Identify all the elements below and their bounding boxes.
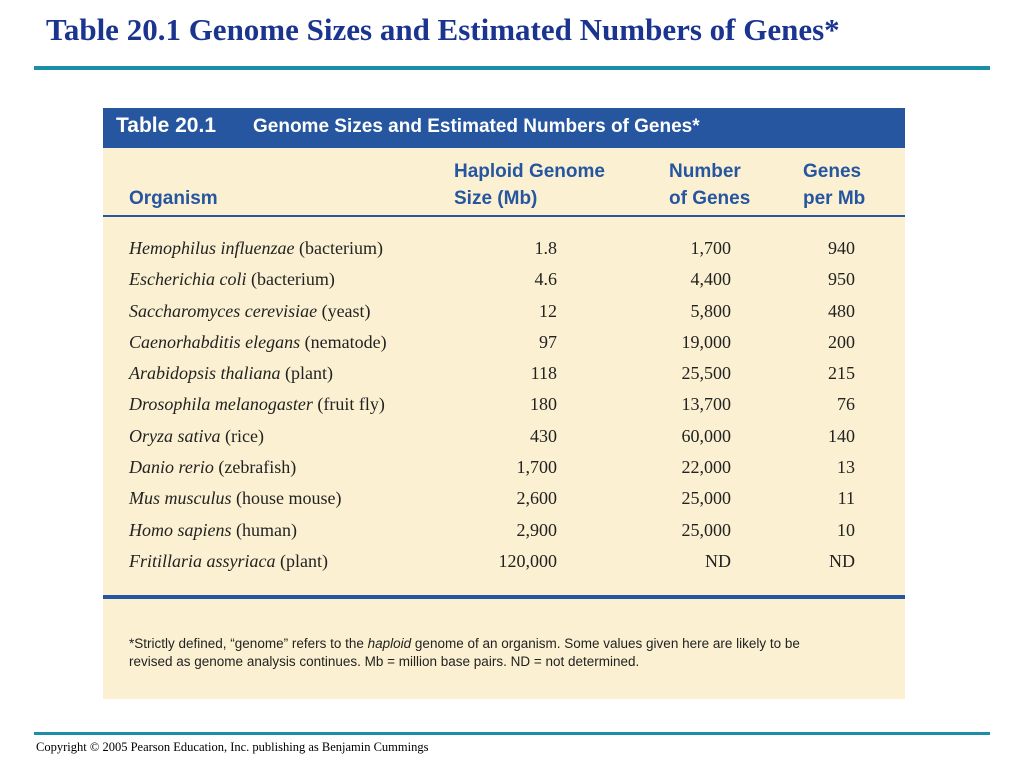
organism-cell <box>129 363 333 384</box>
footer-divider <box>103 595 905 599</box>
species-name: Saccharomyces cerevisiae <box>129 300 318 321</box>
table-row <box>103 265 905 296</box>
footer-rule <box>34 732 990 735</box>
col-header-genome-size <box>454 158 605 212</box>
table-row <box>103 359 905 390</box>
footnote-italic: haploid <box>367 636 412 651</box>
organism-cell <box>129 394 385 415</box>
organism-cell <box>129 488 341 509</box>
common-name: (yeast) <box>321 300 371 321</box>
genome-size-cell: 120,000 <box>498 550 557 571</box>
number-of-genes-cell: 22,000 <box>681 457 731 478</box>
number-of-genes-cell: 25,000 <box>681 519 731 540</box>
slide-title: Table 20.1 Genome Sizes and Estimated Numbers of Genes* <box>46 12 840 47</box>
genes-per-mb-cell: 215 <box>828 363 855 384</box>
species-name: Caenorhabditis elegans <box>129 331 301 352</box>
genes-per-mb-cell: 10 <box>837 519 855 540</box>
genome-size-cell: 1.8 <box>534 238 557 258</box>
common-name: (nematode) <box>304 331 387 352</box>
common-name: (rice) <box>225 425 264 446</box>
number-of-genes-cell: 60,000 <box>681 425 731 446</box>
number-of-genes-cell: 19,000 <box>681 331 731 352</box>
table-caption: Genome Sizes and Estimated Numbers of Genes* <box>253 116 700 137</box>
table-caption-bar <box>103 108 905 148</box>
table-row <box>103 234 905 265</box>
species-name: Homo sapiens <box>129 519 232 540</box>
genes-per-mb-cell: 480 <box>828 300 855 321</box>
genome-size-cell: 180 <box>530 394 557 415</box>
col-header-genes-per-mb-line1: Genes <box>803 161 862 182</box>
table-footnote <box>129 635 829 671</box>
genes-per-mb-cell: 940 <box>828 238 855 258</box>
number-of-genes-cell: 25,500 <box>681 363 731 384</box>
table-row <box>103 516 905 547</box>
organism-cell <box>129 238 383 259</box>
col-header-genome-size-line2: Size (Mb) <box>454 188 538 209</box>
genome-size-cell: 4.6 <box>534 269 557 290</box>
table-row <box>103 453 905 484</box>
number-of-genes-cell: 25,000 <box>681 488 731 509</box>
table-row <box>103 422 905 453</box>
number-of-genes-cell: 4,400 <box>690 269 731 290</box>
genes-per-mb-cell: 13 <box>837 457 855 478</box>
number-of-genes-cell: 5,800 <box>690 300 731 321</box>
organism-cell <box>129 551 328 572</box>
genome-size-cell: 97 <box>539 331 557 352</box>
species-name: Fritillaria assyriaca <box>129 550 276 571</box>
table-row <box>103 297 905 328</box>
species-name: Arabidopsis thaliana <box>129 363 281 384</box>
genes-per-mb-cell: 76 <box>837 394 855 415</box>
species-name: Oryza sativa <box>129 425 221 446</box>
col-header-number-of-genes-line1: Number <box>669 161 741 182</box>
footnote-part1: *Strictly defined, “genome” refers to the <box>129 636 368 651</box>
species-name: Danio rerio <box>129 457 214 478</box>
organism-cell <box>129 520 297 541</box>
genes-per-mb-cell: 200 <box>828 331 855 352</box>
genome-size-cell: 2,900 <box>516 519 557 540</box>
col-header-genome-size-line1: Haploid Genome <box>454 161 605 182</box>
organism-cell <box>129 301 371 322</box>
copyright-notice: Copyright © 2005 Pearson Education, Inc. publishing as Benjamin Cummings <box>36 740 429 754</box>
species-name: Escherichia coli <box>129 269 247 290</box>
genes-per-mb-cell: ND <box>829 550 855 571</box>
table-row <box>103 547 905 578</box>
species-name: Hemophilus influenzae <box>129 238 295 258</box>
common-name: (plant) <box>285 363 333 384</box>
common-name: (zebrafish) <box>218 457 297 478</box>
genome-size-cell: 2,600 <box>516 488 557 509</box>
genome-size-cell: 430 <box>530 425 557 446</box>
header-divider <box>103 215 905 217</box>
genome-size-cell: 1,700 <box>516 457 557 478</box>
col-header-number-of-genes <box>669 158 750 212</box>
col-header-genes-per-mb-line2: per Mb <box>803 188 866 209</box>
common-name: (bacterium) <box>250 269 335 290</box>
common-name: (fruit fly) <box>317 394 385 415</box>
genome-table <box>103 108 905 699</box>
col-header-genes-per-mb <box>803 158 865 212</box>
genes-per-mb-cell: 11 <box>837 488 855 509</box>
col-header-organism: Organism <box>129 188 218 209</box>
col-header-number-of-genes-line2: of Genes <box>669 188 751 209</box>
organism-cell <box>129 426 264 447</box>
table-row <box>103 328 905 359</box>
title-divider <box>34 66 990 70</box>
species-name: Drosophila melanogaster <box>129 394 313 415</box>
organism-cell <box>129 457 296 478</box>
table-number: Table 20.1 <box>116 114 216 137</box>
number-of-genes-cell: ND <box>705 550 731 571</box>
genes-per-mb-cell: 140 <box>828 425 855 446</box>
table-row <box>103 484 905 515</box>
genome-size-cell: 12 <box>539 300 557 321</box>
table-row <box>103 390 905 421</box>
organism-cell <box>129 332 387 353</box>
table-body <box>103 234 905 578</box>
genome-size-cell: 118 <box>530 363 557 384</box>
common-name: (plant) <box>280 550 328 571</box>
number-of-genes-cell: 1,700 <box>690 238 731 258</box>
common-name: (human) <box>236 519 297 540</box>
organism-cell <box>129 269 335 290</box>
number-of-genes-cell: 13,700 <box>681 394 731 415</box>
common-name: (house mouse) <box>236 488 342 509</box>
species-name: Mus musculus <box>129 488 232 509</box>
footnote-part2: genome of an organism. Some values given here are likely to be revised as genome analysis continues. Mb = million base pairs. ND = not determined. <box>129 636 800 669</box>
genes-per-mb-cell: 950 <box>828 269 855 290</box>
common-name: (bacterium) <box>298 238 383 258</box>
